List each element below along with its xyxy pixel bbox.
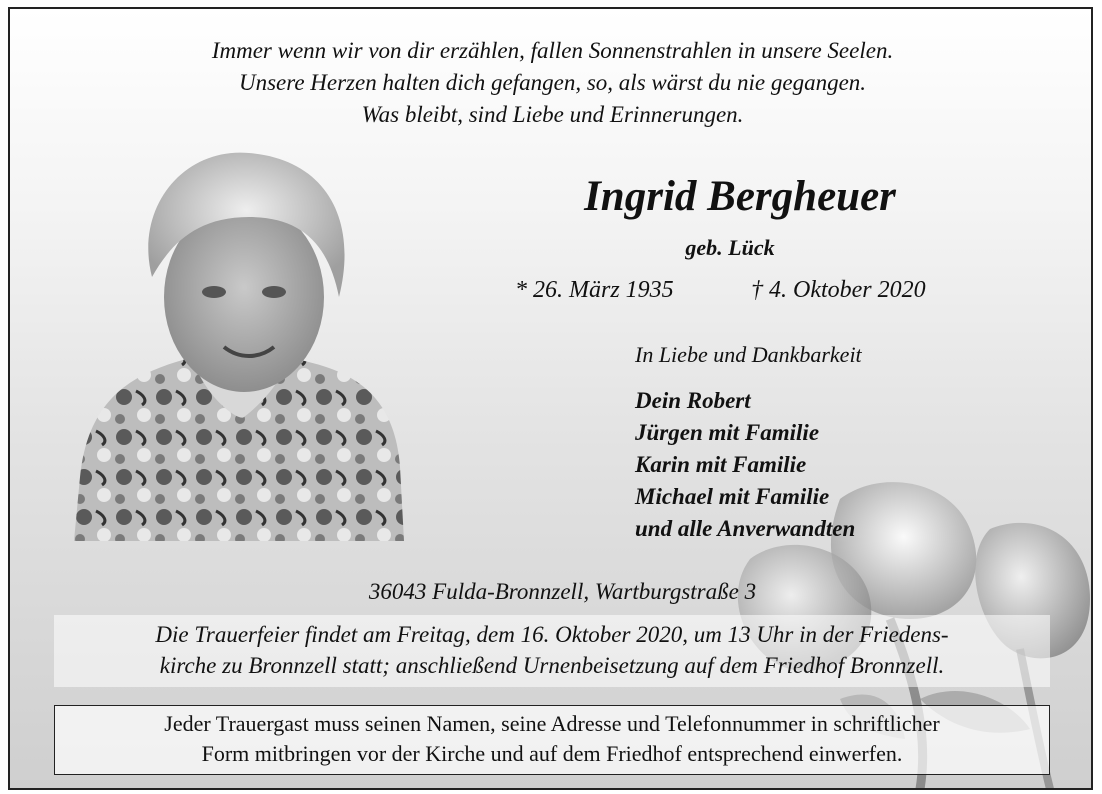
dedication-text: In Liebe und Dankbarkeit xyxy=(635,342,862,367)
obituary-card xyxy=(8,7,1093,790)
guest-notice-box xyxy=(54,705,1050,775)
notice-line: Jeder Trauergast muss seinen Namen, seine Adresse und Telefonnummer in schriftlicher xyxy=(164,711,940,736)
birth-name: geb. Lück xyxy=(685,235,775,260)
mourner-item: und alle Anverwandten xyxy=(635,516,856,541)
mourner-item: Jürgen mit Familie xyxy=(635,420,820,445)
service-line: Die Trauerfeier findet am Freitag, dem 16. Oktober 2020, um 13 Uhr in der Friedens- xyxy=(155,622,949,647)
mourner-item: Karin mit Familie xyxy=(635,452,807,477)
verse-line: Unsere Herzen halten dich gefangen, so, als wärst du nie gegangen. xyxy=(238,70,867,95)
service-line: kirche zu Bronnzell statt; anschließend Urnenbeisetzung auf dem Friedhof Bronnzell. xyxy=(159,653,945,678)
verse-line: Was bleibt, sind Liebe und Erinnerungen. xyxy=(361,102,744,127)
mourner-item: Michael mit Familie xyxy=(635,484,830,509)
deceased-name: Ingrid Bergheuer xyxy=(584,173,896,220)
birth-date: * 26. März 1935 xyxy=(515,277,674,303)
portrait-photo xyxy=(74,147,404,541)
death-date: † 4. Oktober 2020 xyxy=(751,277,926,303)
memorial-verse xyxy=(10,35,1093,131)
mourners-list xyxy=(635,385,855,545)
verse-line: Immer wenn wir von dir erzählen, fallen Sonnenstrahlen in unsere Seelen. xyxy=(211,38,894,63)
funeral-service-info xyxy=(54,615,1050,687)
family-address: 36043 Fulda-Bronnzell, Wartburgstraße 3 xyxy=(368,579,757,604)
notice-line: Form mitbringen vor der Kirche und auf dem Friedhof entsprechend einwerfen. xyxy=(201,741,903,766)
mourner-item: Dein Robert xyxy=(635,388,751,413)
